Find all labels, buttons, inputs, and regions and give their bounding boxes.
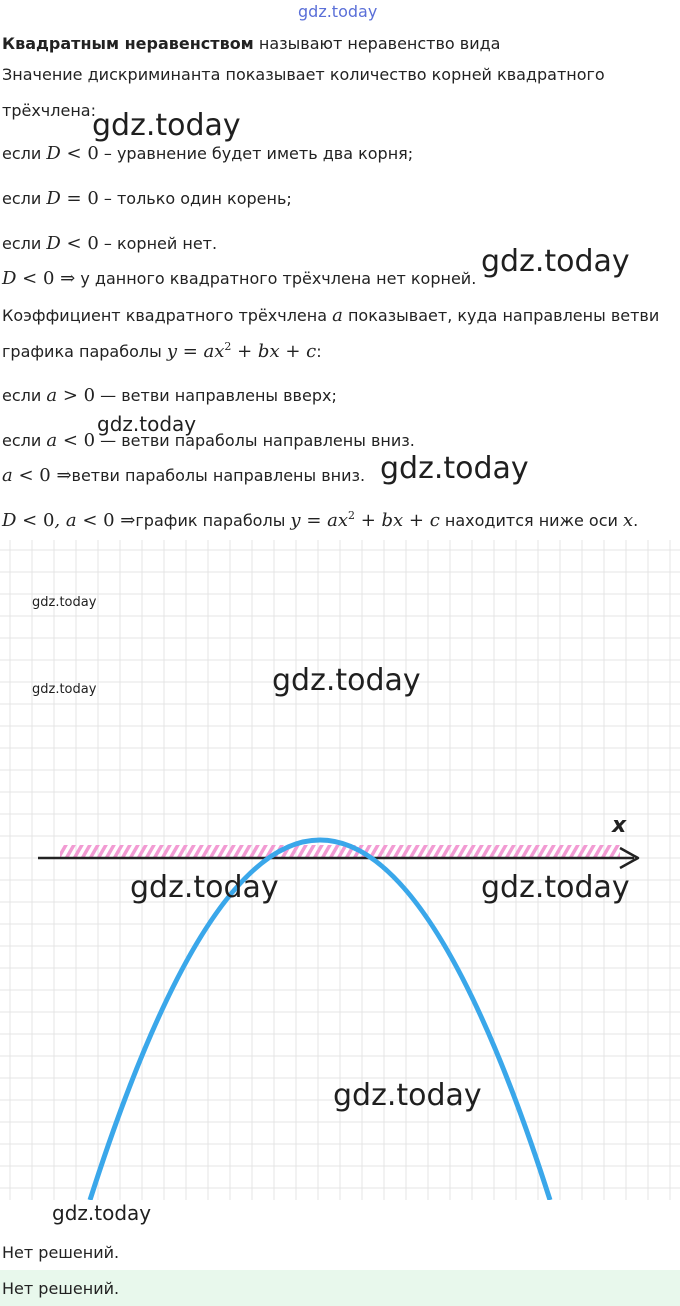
watermark: gdz.today <box>97 412 197 436</box>
conclusion-no-roots: D < 0 ⇒ у данного квадратного трёхчлена нет корней. <box>2 268 477 289</box>
math-expr: $y = ax^2$ + bx + c <box>166 340 317 362</box>
parabola-graph <box>0 540 680 1200</box>
math-expr: D < 0 <box>46 143 99 164</box>
trinomial-label: трёхчлена: <box>2 101 96 120</box>
definition-rest: называют неравенство вида <box>253 34 501 53</box>
graph-svg <box>0 540 680 1200</box>
watermark: gdz.today <box>333 1078 482 1113</box>
math-expr: D = 0 <box>46 188 99 209</box>
case-two-roots: если D < 0 – уравнение будет иметь два корня; <box>2 143 414 164</box>
math-expr: D < 0 <box>46 233 99 254</box>
math-expr: D < 0, a < 0 ⇒ <box>2 510 136 531</box>
watermark: gdz.today <box>32 682 97 697</box>
definition-line <box>2 34 500 54</box>
case-branches-down: если a < 0 — ветви параболы направлены вниз. <box>2 430 415 451</box>
math-expr: $y = ax^2$ + bx + c <box>290 509 440 531</box>
math-expr: D < 0 ⇒ <box>2 268 76 289</box>
case-one-root: если D = 0 – только один корень; <box>2 188 292 209</box>
watermark: gdz.today <box>130 870 279 905</box>
answer-text: Нет решений. <box>2 1243 120 1262</box>
answer-highlight-box <box>0 1270 680 1306</box>
discriminant-intro: Значение дискриминанта показывает количество корней квадратного <box>2 65 605 84</box>
watermark: gdz.today <box>32 595 97 610</box>
watermark: gdz.today <box>481 244 630 279</box>
case-no-roots: если D < 0 – корней нет. <box>2 233 218 254</box>
final-conclusion: D < 0, a < 0 ⇒график параболы $y = ax^2$ + bx + c находится ниже оси x. <box>2 509 639 531</box>
watermark: gdz.today <box>272 663 421 698</box>
hatched-region <box>60 845 620 857</box>
math-expr: x <box>622 510 634 531</box>
watermark: gdz.today <box>380 451 529 486</box>
answer-highlight-text: Нет решений. <box>2 1279 120 1298</box>
term-bold: Квадратным неравенством <box>2 34 254 53</box>
parabola-intro: графика параболы $y = ax^2$ + bx + c: <box>2 340 322 362</box>
math-expr: a <box>332 305 343 326</box>
math-expr: a < 0 <box>46 430 96 451</box>
case-branches-up: если a > 0 — ветви направлены вверх; <box>2 385 337 406</box>
header-watermark: gdz.today <box>298 2 378 21</box>
math-expr: a < 0 ⇒ <box>2 465 72 486</box>
watermark: gdz.today <box>92 108 241 143</box>
watermark: gdz.today <box>52 1201 152 1225</box>
watermark: gdz.today <box>481 870 630 905</box>
math-expr: a > 0 <box>46 385 96 406</box>
coefficient-intro: Коэффициент квадратного трёхчлена a показывает, куда направлены ветви <box>2 305 660 326</box>
conclusion-branches-down: a < 0 ⇒ветви параболы направлены вниз. <box>2 465 366 486</box>
x-axis-label: x <box>612 813 627 838</box>
